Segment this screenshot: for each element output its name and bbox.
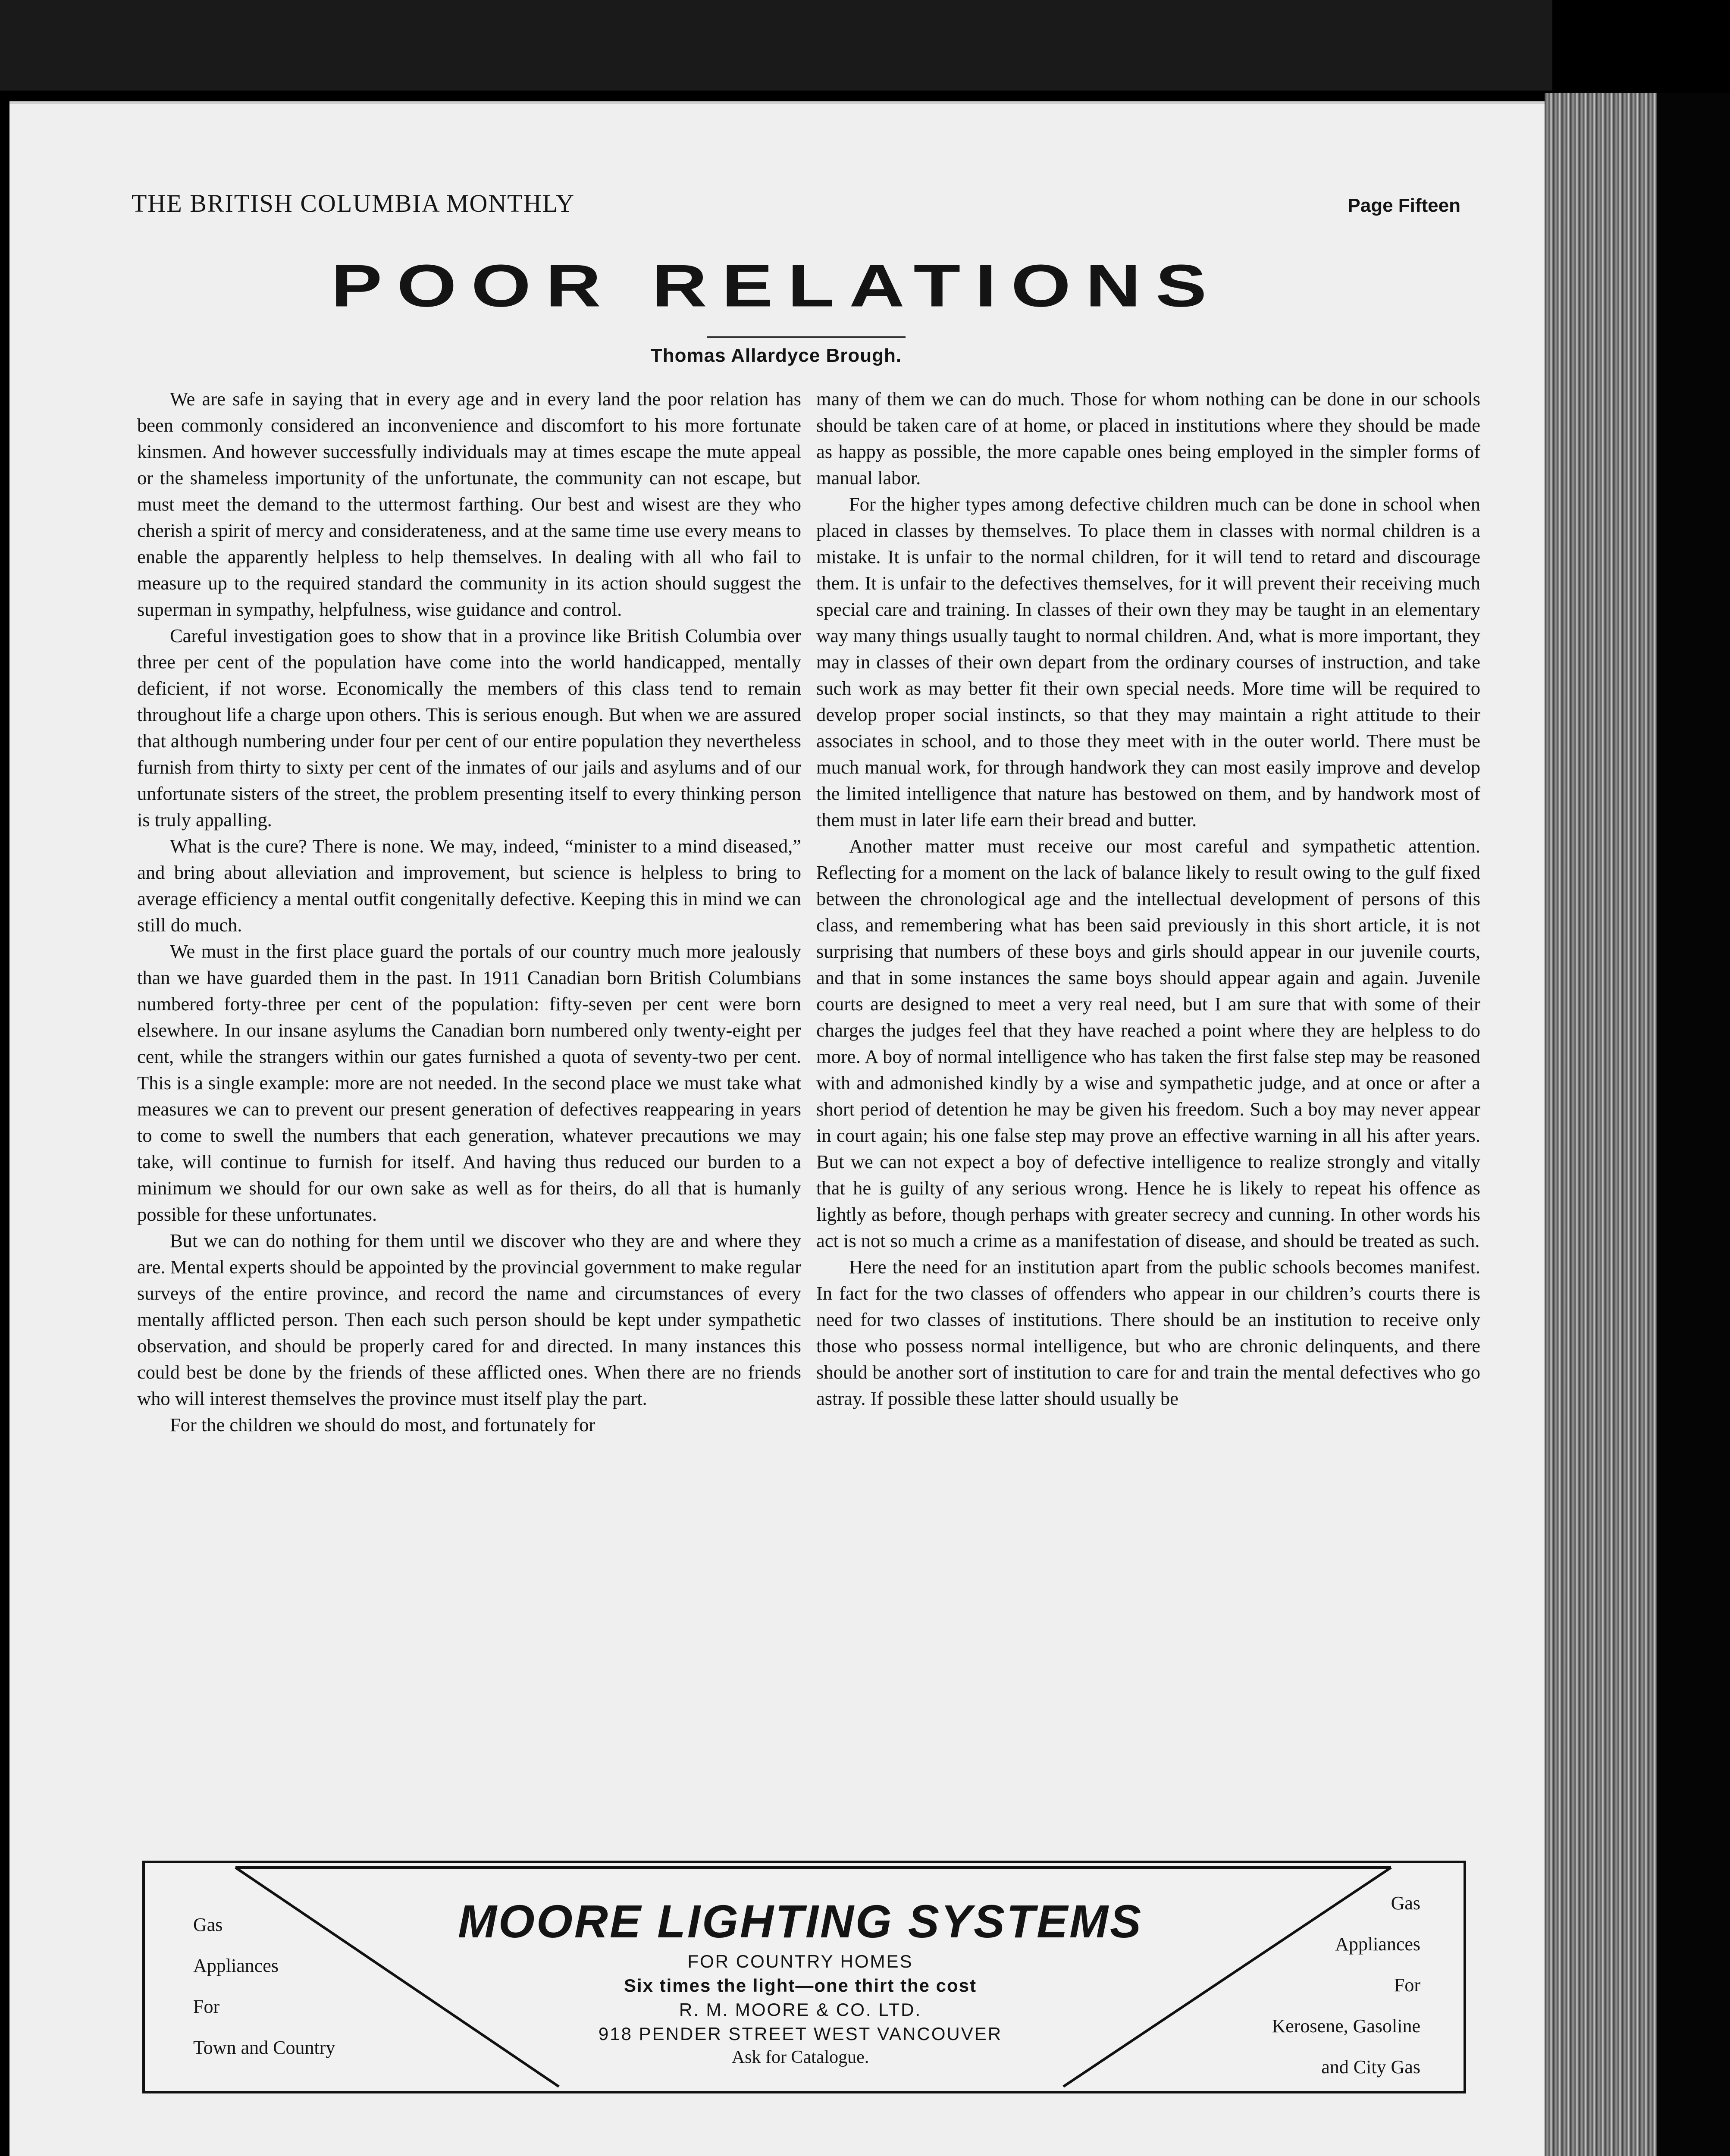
paragraph: We must in the first place guard the portals of our country much more jealously than we have guarded them in the past. In 1911 Canadian born British Columbians numbered forty-three per cent of the population: fifty-seven per cent were born elsewhere. In our insane asylums the Canadian born numbered only twenty-eight per cent, while the strangers within our gates furnished a quota of seventy-two per cent. This is a single example: more are not needed. In the second place we must take what measures we can to prevent our present generation of defectives reappearing in years to come to swell the numbers that each generation, whatever precautions we may take, will continue to furnish for itself. And having thus reduced our burden to a minimum we should for our own sake as well as for theirs, do all that is humanly possible for these unfortunates. xyxy=(137,940,801,1225)
ad-left-line: For xyxy=(193,1996,220,2017)
scan-top-border xyxy=(0,0,1552,91)
page-number: Page Fifteen xyxy=(1348,195,1460,216)
ad-left-line: Gas xyxy=(193,1914,223,1935)
advertisement-box xyxy=(142,1861,1466,2093)
paragraph: For the higher types among defective children much can be done in school when placed in classes by themselves. To place them in classes with normal children is a mistake. It is unfair to the normal children, for it will tend to retard and discourage them. It is unfair to the defectives themselves, for it will prevent their receiving much special care and training. In classes of their own they may be taught in an elementary way many things usually taught to normal children. And, what is more important, they may in classes of their own depart from the ordinary courses of instruction, and take such work as may better fit their own special needs. More time will be required to develop proper social instincts, so that they may maintain a right attitude to their associates in school, and to those they meet with in the outer world. There must be much manual work, for through handwork they can most easily improve and develop the limited intelligence that nature has bestowed on them, and by handwork most of them must in later life earn their bread and butter. xyxy=(816,493,1480,830)
ad-company: R. M. MOORE & CO. LTD. xyxy=(679,1999,922,2020)
ad-brand-name: MOORE LIGHTING SYSTEMS xyxy=(458,1895,1143,1947)
scan-right-border xyxy=(1657,93,1730,2156)
ad-right-line: and City Gas xyxy=(1321,2056,1420,2078)
ad-right-line: Gas xyxy=(1391,1893,1420,1914)
ad-right-line: Appliances xyxy=(1335,1934,1420,1955)
ad-left-line: Appliances xyxy=(193,1955,279,1976)
paragraph: For the children we should do most, and fortunately for xyxy=(170,1414,595,1435)
ad-right-line: Kerosene, Gasoline xyxy=(1272,2015,1420,2037)
paragraph: We are safe in saying that in every age and in every land the poor relation has been commonly considered an inconvenience and discomfort to his more fortunate kinsmen. And however successfully individuals may at times escape the mute appeal or the shameless importunity of the unfortunate, the community can not escape, but must meet the demand to the uttermost farthing. Our best and wisest are they who cherish a spirit of mercy and considerateness, and at the same time use every means to enable the apparently helpless to help themselves. In dealing with all who fail to measure up to the required standard the community in its action should suggest the superman in sympathy, helpfulness, wise guidance and control. xyxy=(137,388,801,620)
ad-right-list xyxy=(1272,1883,1420,2087)
paragraph-continued: many of them we can do much. Those for whom nothing can be done in our schools should be taken care of at home, or placed in institutions where they should be made as happy as possible, the more capable ones being employed in the simpler forms of manual labor. xyxy=(816,388,1480,489)
ad-tagline: FOR COUNTRY HOMES xyxy=(687,1951,913,1971)
paragraph: Careful investigation goes to show that in a province like British Columbia over three per cent of the population have come into the world handicapped, mentally deficient, if not worse. Economically the members of this class tend to remain throughout life a charge upon others. This is serious enough. But when we are assured that although numbering under four per cent of our entire population they nevertheless furnish from thirty to sixty per cent of the inmates of our jails and asylums and of our unfortunate sisters of the street, the problem presenting itself to every thinking person is truly appalling. xyxy=(137,625,801,830)
ad-left-line: Town and Country xyxy=(193,2037,335,2058)
right-column xyxy=(816,386,1480,1826)
article-title: POOR RELATIONS xyxy=(331,252,1222,320)
ad-center-copy xyxy=(412,1893,1188,2068)
ad-left-list xyxy=(193,1904,335,2068)
title-rule xyxy=(707,336,906,338)
paragraph: Another matter must receive our most careful and sympathetic attention. Reflecting for a moment on the lack of balance likely to result owing to the gulf fixed between the chronological age and the intellectual development of persons of this class, and remembering what has been said previously in this short article, it is not surprising that numbers of these boys and girls should appear in our juvenile courts, and that in some instances the same boys should appear again and again. Juvenile courts are designed to meet a very real need, but I am sure that with some of their charges the judges feel that they have reached a point where they are helpless to do more. A boy of normal intelligence who has taken the first false step may be reasoned with and admonished kindly by a wise and sympathetic judge, and at once or after a short period of detention he may be given his freedom. Such a boy may never appear in court again; his one false step may prove an effective warning in all his after years. But we can not expect a boy of defective intelligence to realize strongly and vitally that he is guilty of any serious wrong. Hence he is likely to repeat his offence as lightly as before, though perhaps with greater secrecy and cunning. In other words his act is not so much a crime as a manifestation of disease, and should be treated as such. xyxy=(816,835,1480,1251)
ad-address: 918 PENDER STREET WEST VANCOUVER xyxy=(598,2024,1003,2044)
paragraph: Here the need for an institution apart from the public schools becomes manifest. In fact for the two classes of offenders who appear in our children’s courts there is need for two classes of institutions. There should be an institution to receive only those who possess normal intelligence, but who are chronic delinquents, and there should be another sort of institution to care for and train the mental defectives who go astray. If possible these latter should usually be xyxy=(816,1256,1480,1409)
ad-catalogue: Ask for Catalogue. xyxy=(731,2047,869,2067)
left-column xyxy=(137,386,801,1826)
article-author: Thomas Allardyce Brough. xyxy=(650,345,902,366)
running-head: THE BRITISH COLUMBIA MONTHLY xyxy=(132,189,575,217)
ad-slogan: Six times the light—one thirt the cost xyxy=(624,1975,977,1996)
book-spine-pages xyxy=(1545,93,1657,2156)
paragraph: What is the cure? There is none. We may, indeed, “minister to a mind diseased,” and bring about alleviation and improvement, but science is helpless to bring to average efficiency a mental outfit congenitally defective. Keeping this in mind we can still do much. xyxy=(137,835,801,936)
paragraph: But we can do nothing for them until we discover who they are and where they are. Mental experts should be appointed by the provincial government to make regular surveys of the entire province, and record the name and circumstances of every mentally afflicted person. Then each such person should be kept under sympathetic observation, and should be properly cared for and directed. In many instances this could best be done by the friends of these afflicted ones. When there are no friends who will interest themselves the province must itself play the part. xyxy=(137,1230,801,1409)
ad-right-line: For xyxy=(1394,1974,1420,1996)
